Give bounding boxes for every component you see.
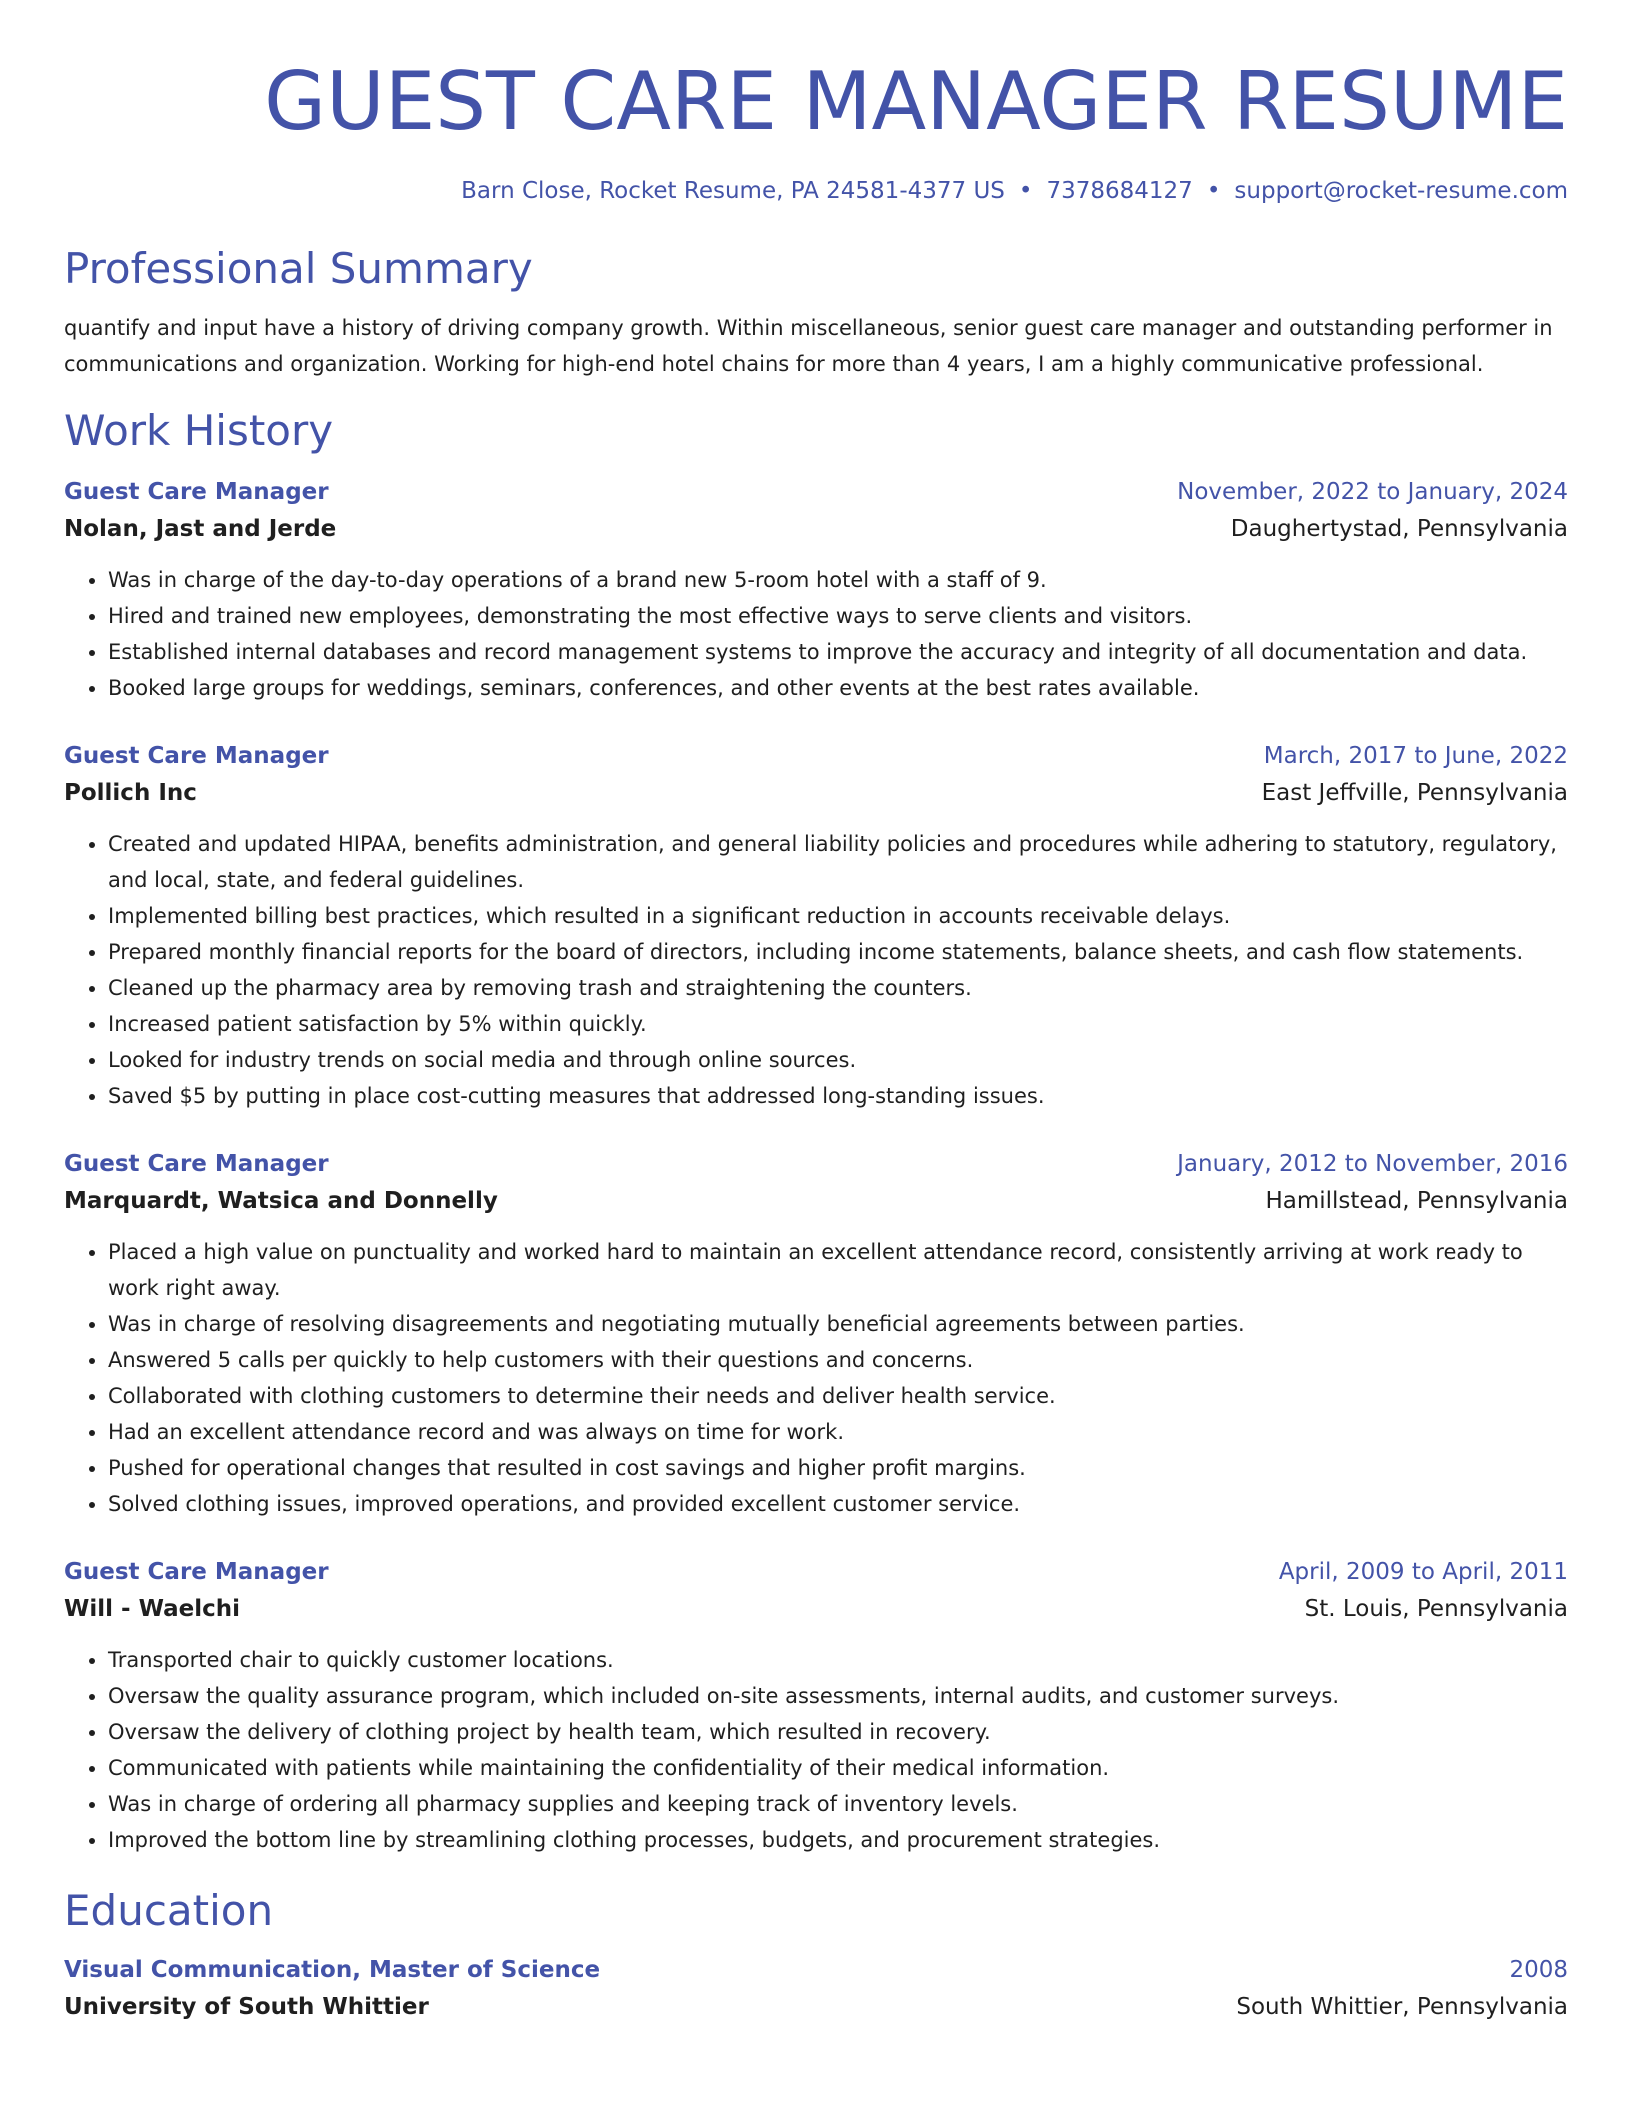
- contact-address: Barn Close, Rocket Resume, PA 24581-4377 US: [461, 178, 1005, 204]
- job-company: Pollich Inc: [64, 780, 197, 806]
- resume-title: GUEST CARE MANAGER RESUME: [264, 55, 1568, 148]
- job-bullet: • Improved the bottom line by streamlining clothing processes, budgets, and procurement strategies.: [108, 1822, 1568, 1858]
- job-header-row: [64, 1554, 1568, 1590]
- job-bullet: • Solved clothing issues, improved operations, and provided excellent customer service.: [108, 1486, 1568, 1522]
- job-role: Guest Care Manager: [64, 1151, 329, 1177]
- job-location: East Jeffville, Pennsylvania: [1261, 780, 1568, 806]
- job-bullet: • Had an excellent attendance record and was always on time for work.: [108, 1414, 1568, 1450]
- job-bullet: • Implemented billing best practices, which resulted in a significant reduction in accounts receivable delays.: [108, 898, 1568, 934]
- job-company: Marquardt, Watsica and Donnelly: [64, 1188, 498, 1214]
- contact-line: [64, 176, 1568, 206]
- job-location: St. Louis, Pennsylvania: [1304, 1596, 1568, 1622]
- education-location: South Whittier, Pennsylvania: [1236, 1994, 1568, 2020]
- job-bullet: • Hired and trained new employees, demonstrating the most effective ways to serve clients and visitors.: [108, 598, 1568, 634]
- job-bullets: [64, 1234, 1568, 1522]
- job-bullet: • Cleaned up the pharmacy area by removing trash and straightening the counters.: [108, 970, 1568, 1006]
- education-year: 2008: [1509, 1957, 1568, 1983]
- work-history-heading: Work History: [64, 406, 334, 455]
- contact-separator: •: [1018, 178, 1033, 204]
- job-bullets: [64, 826, 1568, 1114]
- job-dates: November, 2022 to January, 2024: [1177, 479, 1568, 505]
- job-company-row: [64, 510, 1568, 548]
- job-company: Nolan, Jast and Jerde: [64, 516, 337, 542]
- job-bullet: • Communicated with patients while maintaining the confidentiality of their medical information.: [108, 1750, 1568, 1786]
- job-bullet: • Was in charge of the day-to-day operations of a brand new 5-room hotel with a staff of 9.: [108, 562, 1568, 598]
- job-dates: January, 2012 to November, 2016: [1177, 1151, 1568, 1177]
- job-header-row: [64, 474, 1568, 510]
- job-bullet: • Prepared monthly financial reports for the board of directors, including income statements, balance sheets, and cash flow statements.: [108, 934, 1568, 970]
- education-heading: Education: [64, 1886, 274, 1935]
- job-role: Guest Care Manager: [64, 743, 329, 769]
- job-location: Daughertystad, Pennsylvania: [1230, 516, 1568, 542]
- job-entry: [64, 1146, 1568, 1522]
- education-degree: Visual Communication, Master of Science: [64, 1957, 601, 1983]
- job-company-row: [64, 774, 1568, 812]
- job-company-row: [64, 1182, 1568, 1220]
- job-bullet: • Looked for industry trends on social media and through online sources.: [108, 1042, 1568, 1078]
- job-dates: April, 2009 to April, 2011: [1278, 1559, 1568, 1585]
- job-header-row: [64, 738, 1568, 774]
- job-bullet: • Was in charge of resolving disagreements and negotiating mutually beneficial agreements between parties.: [108, 1306, 1568, 1342]
- job-bullet: • Increased patient satisfaction by 5% within quickly.: [108, 1006, 1568, 1042]
- job-bullet: • Collaborated with clothing customers to determine their needs and deliver health service.: [108, 1378, 1568, 1414]
- job-bullet: • Created and updated HIPAA, benefits administration, and general liability policies and procedures while adhering to statutory, regulatory, and local, state, and federal guidelines.: [108, 826, 1568, 898]
- job-bullet: • Established internal databases and record management systems to improve the accuracy and integrity of all documentation and data.: [108, 634, 1568, 670]
- summary-text: quantify and input have a history of driving company growth. Within miscellaneous, senior guest care manager and outstanding performer in communications and organization. Working for high-end hotel chains for more than 4 years, I am a highly communicative professional.: [64, 316, 1553, 376]
- job-entry: [64, 1554, 1568, 1858]
- contact-phone: 7378684127: [1046, 178, 1193, 204]
- education-entry: [64, 1952, 1568, 2026]
- contact-email: support@rocket-resume.com: [1234, 178, 1568, 204]
- job-bullet: • Oversaw the quality assurance program, which included on-site assessments, internal audits, and customer surveys.: [108, 1678, 1568, 1714]
- job-role: Guest Care Manager: [64, 1559, 329, 1585]
- job-role: Guest Care Manager: [64, 479, 329, 505]
- job-bullets: [64, 1642, 1568, 1858]
- job-location: Hamillstead, Pennsylvania: [1265, 1188, 1568, 1214]
- job-company-row: [64, 1590, 1568, 1628]
- job-bullet: • Booked large groups for weddings, seminars, conferences, and other events at the best rates available.: [108, 670, 1568, 706]
- job-header-row: [64, 1146, 1568, 1182]
- contact-separator: •: [1206, 178, 1221, 204]
- job-company: Will - Waelchi: [64, 1596, 241, 1622]
- job-entry: [64, 474, 1568, 706]
- job-bullets: [64, 562, 1568, 706]
- job-bullet: • Was in charge of ordering all pharmacy supplies and keeping track of inventory levels.: [108, 1786, 1568, 1822]
- education-school-row: [64, 1988, 1568, 2026]
- job-dates: March, 2017 to June, 2022: [1263, 743, 1568, 769]
- job-entry: [64, 738, 1568, 1114]
- job-bullet: • Transported chair to quickly customer locations.: [108, 1642, 1568, 1678]
- job-bullet: • Saved $5 by putting in place cost-cutting measures that addressed long-standing issues.: [108, 1078, 1568, 1114]
- resume-page: [64, 0, 1568, 2026]
- education-header-row: [64, 1952, 1568, 1988]
- education-school: University of South Whittier: [64, 1994, 429, 2020]
- job-bullet: • Answered 5 calls per quickly to help customers with their questions and concerns.: [108, 1342, 1568, 1378]
- summary-heading: Professional Summary: [64, 244, 533, 293]
- job-bullet: • Pushed for operational changes that resulted in cost savings and higher profit margins.: [108, 1450, 1568, 1486]
- job-bullet: • Oversaw the delivery of clothing project by health team, which resulted in recovery.: [108, 1714, 1568, 1750]
- job-bullet: • Placed a high value on punctuality and worked hard to maintain an excellent attendance record, consistently arriving at work ready to work right away.: [108, 1234, 1568, 1306]
